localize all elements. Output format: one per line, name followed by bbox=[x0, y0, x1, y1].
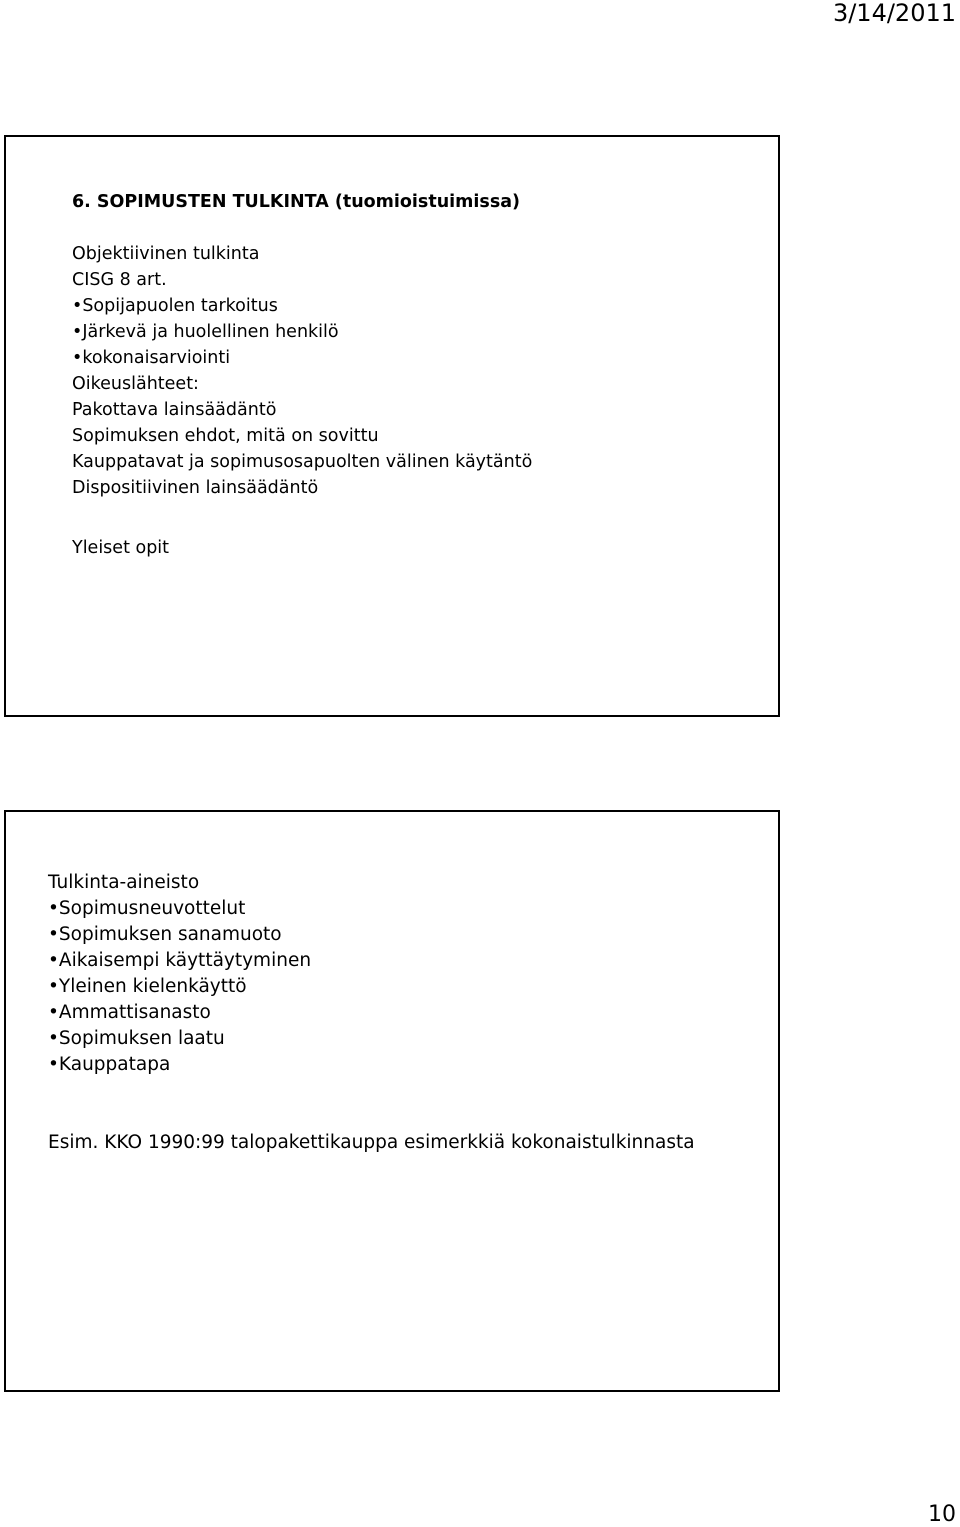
slide-1-content bbox=[72, 189, 532, 561]
slide-frame-1 bbox=[4, 135, 780, 717]
example-text: Esim. KKO 1990:99 talopakettikauppa esimerkkiä kokonaistulkinnasta bbox=[48, 1132, 695, 1153]
bullet-item bbox=[48, 1000, 695, 1026]
bullet-text: Kauppatapa bbox=[58, 1054, 171, 1075]
text-line: Dispositiivinen lainsäädäntö bbox=[72, 478, 319, 498]
slide-title: 6. SOPIMUSTEN TULKINTA (tuomioistuimissa) bbox=[72, 192, 521, 212]
bullet-item bbox=[48, 1026, 695, 1052]
slide-heading: Tulkinta-aineisto bbox=[48, 872, 200, 893]
spacer bbox=[48, 1078, 695, 1130]
text-line: CISG 8 art. bbox=[72, 270, 167, 290]
spacer bbox=[72, 501, 532, 535]
bullet-item bbox=[48, 1052, 695, 1078]
text-line: Pakottava lainsäädäntö bbox=[72, 400, 277, 420]
page-date: 3/14/2011 bbox=[832, 0, 956, 27]
bullet-text: Ammattisanasto bbox=[58, 1002, 211, 1023]
text-line: Yleiset opit bbox=[72, 538, 170, 558]
bullet-item bbox=[48, 922, 695, 948]
bullet-text: kokonaisarviointi bbox=[82, 348, 231, 368]
spacer bbox=[72, 215, 532, 241]
slide-frame-2 bbox=[4, 810, 780, 1392]
bullet-text: Sopimuksen sanamuoto bbox=[58, 924, 282, 945]
bullet-item bbox=[72, 345, 532, 371]
text-line: Sopimuksen ehdot, mitä on sovittu bbox=[72, 426, 379, 446]
bullet-text: Aikaisempi käyttäytyminen bbox=[58, 950, 312, 971]
text-line: Kauppatavat ja sopimusosapuolten välinen käytäntö bbox=[72, 452, 533, 472]
text-line: Objektiivinen tulkinta bbox=[72, 244, 260, 264]
bullet-item bbox=[48, 948, 695, 974]
page-number: 10 bbox=[928, 1502, 956, 1527]
bullet-item bbox=[48, 974, 695, 1000]
bullet-item bbox=[72, 319, 532, 345]
slide-2-content bbox=[48, 870, 695, 1156]
bullet-text: Yleinen kielenkäyttö bbox=[58, 976, 247, 997]
bullet-text: Järkevä ja huolellinen henkilö bbox=[82, 322, 339, 342]
bullet-text: Sopimuksen laatu bbox=[58, 1028, 225, 1049]
bullet-item bbox=[48, 896, 695, 922]
text-line: Oikeuslähteet: bbox=[72, 374, 199, 394]
bullet-text: Sopimusneuvottelut bbox=[58, 898, 246, 919]
bullet-text: Sopijapuolen tarkoitus bbox=[82, 296, 278, 316]
bullet-item bbox=[72, 293, 532, 319]
